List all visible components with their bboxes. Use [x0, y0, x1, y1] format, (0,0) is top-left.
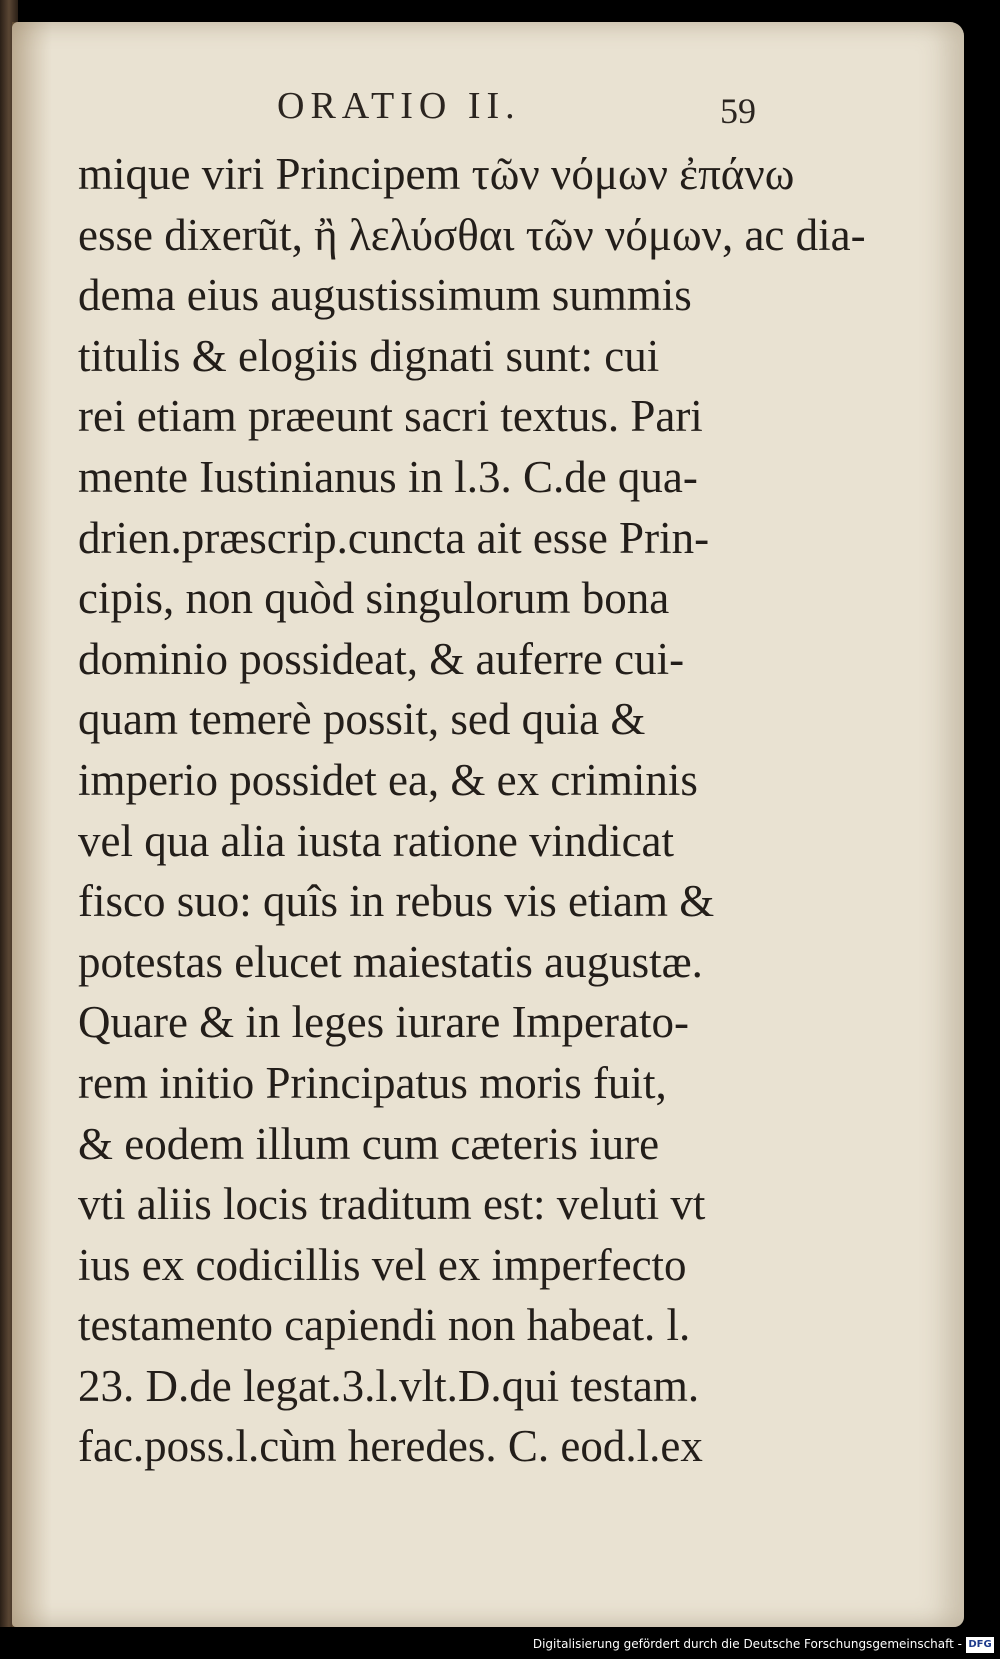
text-line: dema eius augustissimum summis: [78, 270, 692, 321]
text-line: potestas elucet maiestatis augustæ.: [78, 936, 703, 987]
text-line: titulis & elogiis dignati sunt: cui: [78, 330, 660, 381]
text-line: mique viri Principem τῶν νόμων ἐπάνω: [78, 149, 795, 199]
text-line: rem initio Principatus moris fuit,: [78, 1057, 667, 1108]
text-line: vti aliis locis traditum est: veluti vt: [78, 1179, 706, 1230]
text-line: testamento capiendi non habeat. l.: [78, 1300, 691, 1351]
text-line: 23. D.de legat.3.l.vlt.D.qui testam.: [78, 1360, 700, 1411]
text-line: fac.poss.l.cùm heredes. C. eod.l.ex: [78, 1421, 703, 1472]
text-line: cipis, non quòd singulorum bona: [78, 573, 670, 624]
running-title: ORATIO II.: [277, 85, 521, 127]
text-line: esse dixerũt, ἢ λελύσθαι τῶν νόμων, ac dia-: [78, 209, 866, 260]
funding-credit: Digitalisierung gefördert durch die Deutsche Forschungsgemeinschaft -: [532, 1637, 962, 1651]
text-line: rei etiam præeunt sacri textus. Pari: [78, 391, 703, 442]
text-line: vel qua alia iusta ratione vindicat: [78, 815, 675, 866]
book-page: [12, 22, 964, 1627]
text-line: mente Iustinianus in l.3. C.de qua-: [78, 451, 698, 502]
dfg-logo: DFG: [966, 1637, 994, 1653]
text-line: imperio possidet ea, & ex criminis: [78, 754, 698, 805]
page-header: [12, 84, 964, 144]
text-line: ius ex codicillis vel ex imperfecto: [78, 1239, 687, 1290]
text-line: quam temerè possit, sed quia &: [78, 694, 646, 745]
text-line: fisco suo: quîs in rebus vis etiam &: [78, 876, 715, 927]
text-line: & eodem illum cum cæteris iure: [78, 1118, 660, 1169]
body-text: [78, 144, 866, 1477]
page-number: 59: [720, 91, 756, 131]
footer-bar: [0, 1627, 1000, 1659]
text-line: dominio possideat, & auferre cui-: [78, 633, 685, 684]
text-line: Quare & in leges iurare Imperato-: [78, 997, 689, 1048]
text-line: drien.præscrip.cuncta ait esse Prin-: [78, 512, 710, 563]
